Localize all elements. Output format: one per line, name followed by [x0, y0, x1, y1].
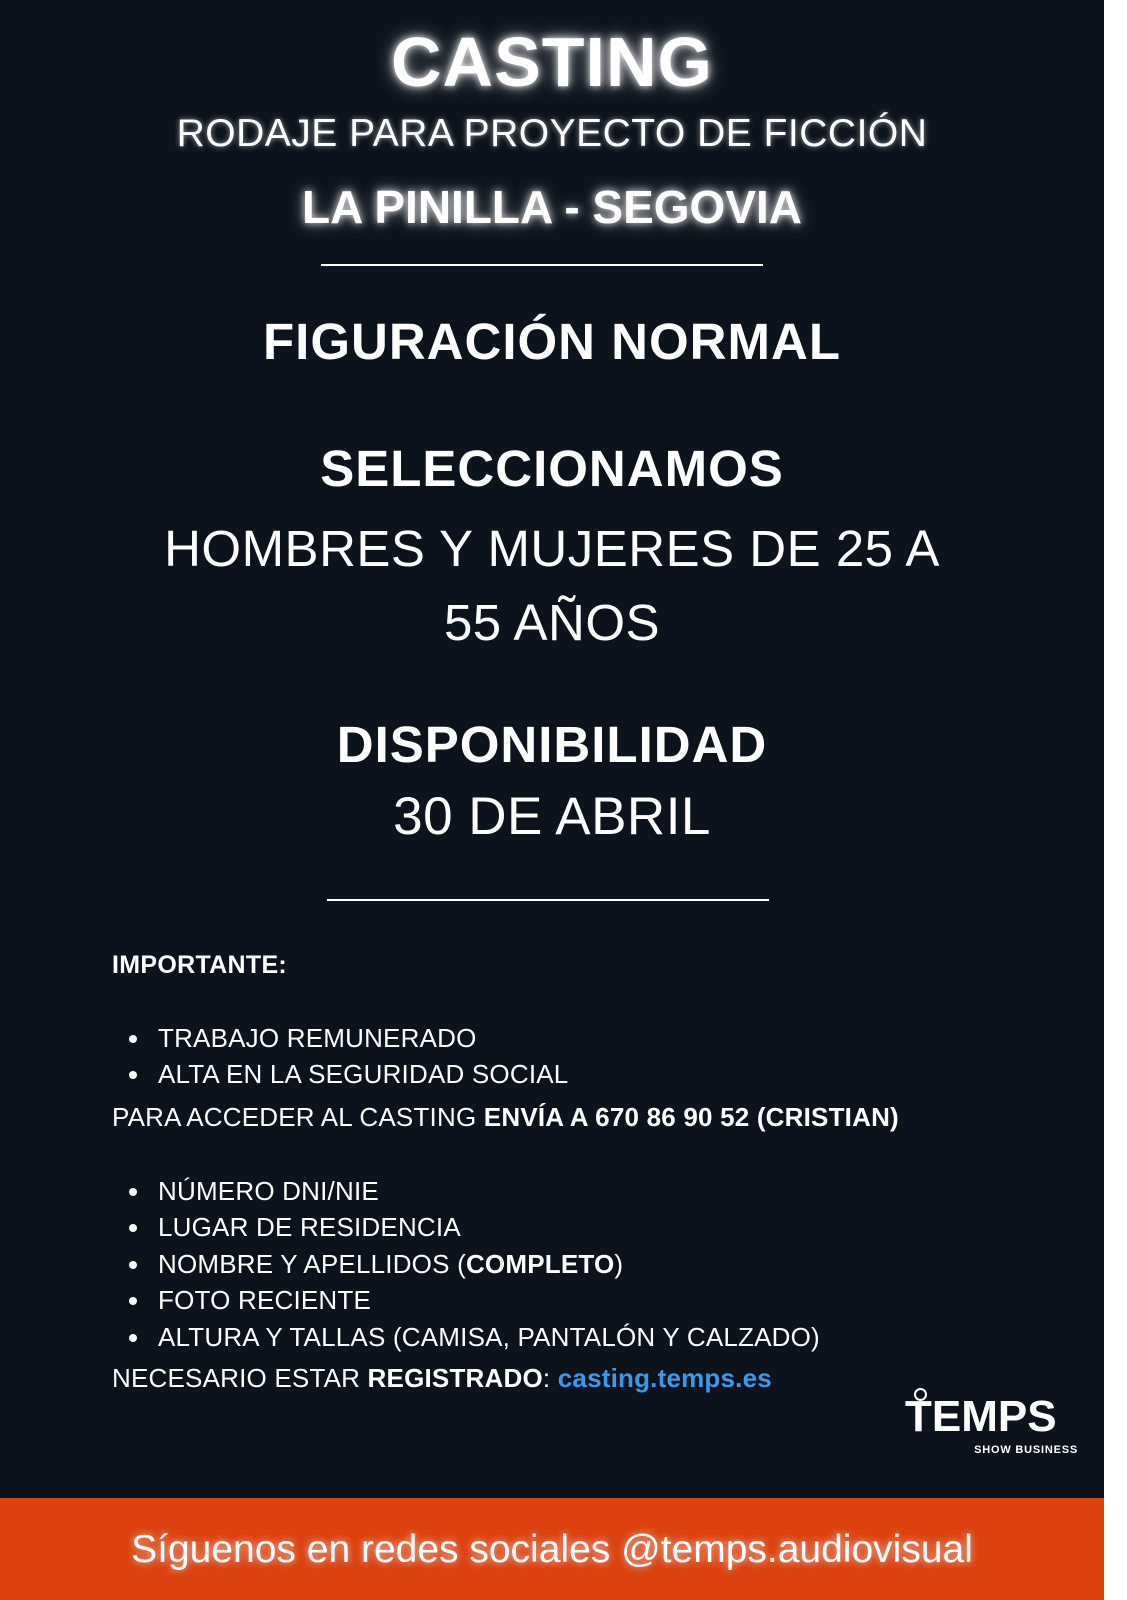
list-item — [112, 1246, 820, 1282]
bullet-icon — [129, 1188, 137, 1196]
access-instructions — [112, 1102, 899, 1133]
requirement-text: FOTO RECIENTE — [158, 1285, 372, 1316]
conditions-list — [112, 1020, 568, 1093]
logo-wordmark: TEMPS — [905, 1392, 1057, 1441]
selection-description: HOMBRES Y MUJERES DE 25 A 55 AÑOS — [164, 520, 940, 651]
bullet-icon — [129, 1224, 137, 1232]
requirement-emphasis: COMPLETO — [465, 1248, 615, 1279]
important-heading: IMPORTANTE: — [112, 951, 288, 979]
list-item — [112, 1173, 820, 1209]
requirement-close: ) — [614, 1248, 624, 1279]
condition-text: ALTA EN LA SEGURIDAD SOCIAL — [158, 1059, 569, 1090]
requirement-text: LUGAR DE RESIDENCIA — [158, 1212, 461, 1243]
logo-tagline: SHOW BUSINESS — [974, 1444, 1078, 1456]
register-bold: REGISTRADO — [367, 1363, 543, 1393]
requirement-text: ALTURA Y TALLAS (CAMISA, PANTALÓN Y CALZADO) — [158, 1321, 820, 1352]
list-item — [112, 1056, 568, 1092]
social-footer — [0, 1498, 1104, 1600]
list-item — [112, 1020, 568, 1056]
selection-heading: SELECCIONAMOS — [320, 440, 784, 497]
footer-social-text: Síguenos en redes sociales @temps.audiovisual — [131, 1528, 973, 1571]
divider-top — [321, 264, 763, 266]
bullet-icon — [129, 1035, 137, 1043]
poster-title: CASTING — [391, 23, 713, 101]
list-item — [112, 1319, 820, 1355]
list-item — [112, 1209, 820, 1245]
bullet-icon — [129, 1071, 137, 1079]
poster-subtitle: RODAJE PARA PROYECTO DE FICCIÓN — [176, 112, 928, 155]
bullet-icon — [129, 1334, 137, 1342]
availability-heading: DISPONIBILIDAD — [336, 716, 768, 773]
role-type: FIGURACIÓN NORMAL — [263, 313, 841, 370]
registration-link[interactable]: casting.temps.es — [557, 1363, 772, 1393]
condition-text: TRABAJO REMUNERADO — [158, 1023, 477, 1053]
availability-date: 30 DE ABRIL — [393, 787, 711, 846]
poster-location: LA PINILLA - SEGOVIA — [301, 181, 803, 233]
register-colon: : — [542, 1363, 558, 1393]
registration-note — [112, 1363, 772, 1394]
bullet-icon — [129, 1261, 137, 1269]
access-prefix: PARA ACCEDER AL CASTING — [112, 1102, 484, 1132]
bullet-icon — [129, 1297, 137, 1305]
requirement-text: NOMBRE Y APELLIDOS ( — [158, 1248, 466, 1279]
access-contact: ENVÍA A 670 86 90 52 (CRISTIAN) — [483, 1102, 899, 1132]
requirement-text: NÚMERO DNI/NIE — [158, 1176, 379, 1206]
register-prefix: NECESARIO ESTAR — [112, 1363, 368, 1393]
temps-logo — [905, 1392, 1083, 1462]
divider-bottom — [327, 899, 769, 901]
list-item — [112, 1282, 820, 1318]
requirements-list — [112, 1173, 820, 1355]
